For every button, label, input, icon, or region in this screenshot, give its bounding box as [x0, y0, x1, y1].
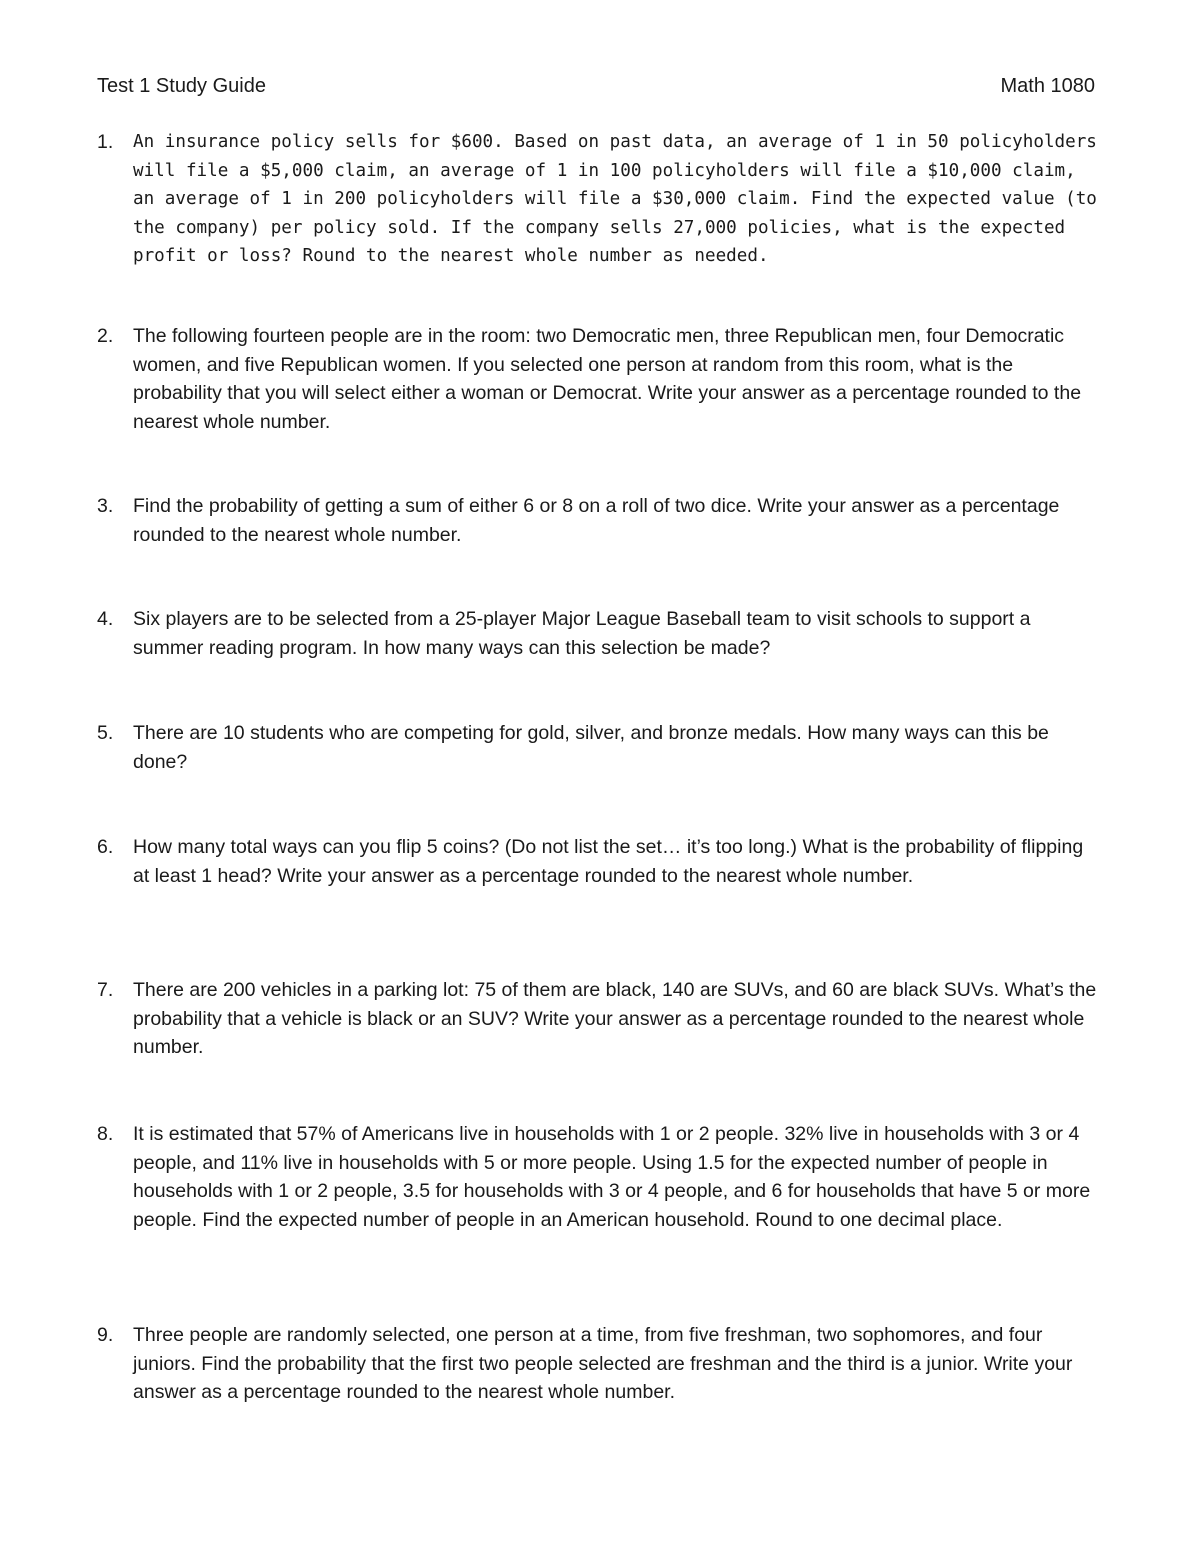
question-item: [97, 719, 1097, 776]
question-number: 5.: [97, 722, 114, 744]
course-name: Math 1080: [1000, 75, 1095, 97]
question-text: There are 200 vehicles in a parking lot: 75 of them are black, 140 are SUVs, and 60 are black SUVs. What’s the probability that a vehicle is black or an SUV? Write your answer as a percentage rounded to the nearest whole number.: [133, 979, 1097, 1059]
question-number: 1.: [97, 131, 114, 153]
question-number: 6.: [97, 836, 114, 858]
question-number: 2.: [97, 325, 114, 347]
question-text: How many total ways can you flip 5 coins? (Do not list the set… it’s too long.) What is the probability of flipping at least 1 head? Write your answer as a percentage rounded to the nearest whole number.: [133, 836, 1084, 887]
question-number: 4.: [97, 608, 114, 630]
question-number: 9.: [97, 1324, 114, 1346]
question-item: [97, 976, 1097, 1062]
question-number: 3.: [97, 495, 114, 517]
question-number: 7.: [97, 979, 114, 1001]
question-text: It is estimated that 57% of Americans live in households with 1 or 2 people. 32% live in households with 3 or 4 people, and 11% live in households with 5 or more people. Using 1.5 for the expected number of people in households with 1 or 2 people, 3.5 for households with 3 or 4 people, and 6 for households that have 5 or more people. Find the expected number of people in an American household. Round to one decimal place.: [133, 1123, 1091, 1231]
question-item: [97, 1321, 1097, 1407]
question-item: [97, 605, 1097, 662]
question-text: An insurance policy sells for $600. Based on past data, an average of 1 in 50 policyholders will file a $5,000 claim, an average of 1 in 100 policyholders will file a $10,000 claim, an average of 1 in 200 policyholders will file a $30,000 claim. Find the expected value (to the company) per policy sold. If the company sells 27,000 policies, what is the expected profit or loss? Round to the nearest whole number as needed.: [133, 132, 1097, 267]
page-header: [97, 72, 1095, 100]
question-number: 8.: [97, 1123, 114, 1145]
question-text: The following fourteen people are in the room: two Democratic men, three Republican men, four Democratic women, and five Republican women. If you selected one person at random from this room, what is the probability that you will select either a woman or Democrat. Write your answer as a percentage rounded to the nearest whole number.: [133, 325, 1082, 433]
question-text: Six players are to be selected from a 25-player Major League Baseball team to visit schools to support a summer reading program. In how many ways can this selection be made?: [133, 608, 1031, 659]
question-text: Three people are randomly selected, one person at a time, from five freshman, two sophomores, and four juniors. Find the probability that the first two people selected are freshman and the third is a junior. Write your answer as a percentage rounded to the nearest whole number.: [133, 1324, 1073, 1404]
question-text: There are 10 students who are competing for gold, silver, and bronze medals. How many ways can this be done?: [133, 722, 1049, 773]
question-item: [97, 128, 1097, 271]
question-text: Find the probability of getting a sum of either 6 or 8 on a roll of two dice. Write your answer as a percentage rounded to the nearest whole number.: [133, 495, 1060, 546]
question-item: [97, 492, 1097, 549]
question-item: [97, 322, 1097, 436]
document-title: Test 1 Study Guide: [97, 75, 266, 97]
question-item: [97, 833, 1097, 890]
question-item: [97, 1120, 1097, 1234]
